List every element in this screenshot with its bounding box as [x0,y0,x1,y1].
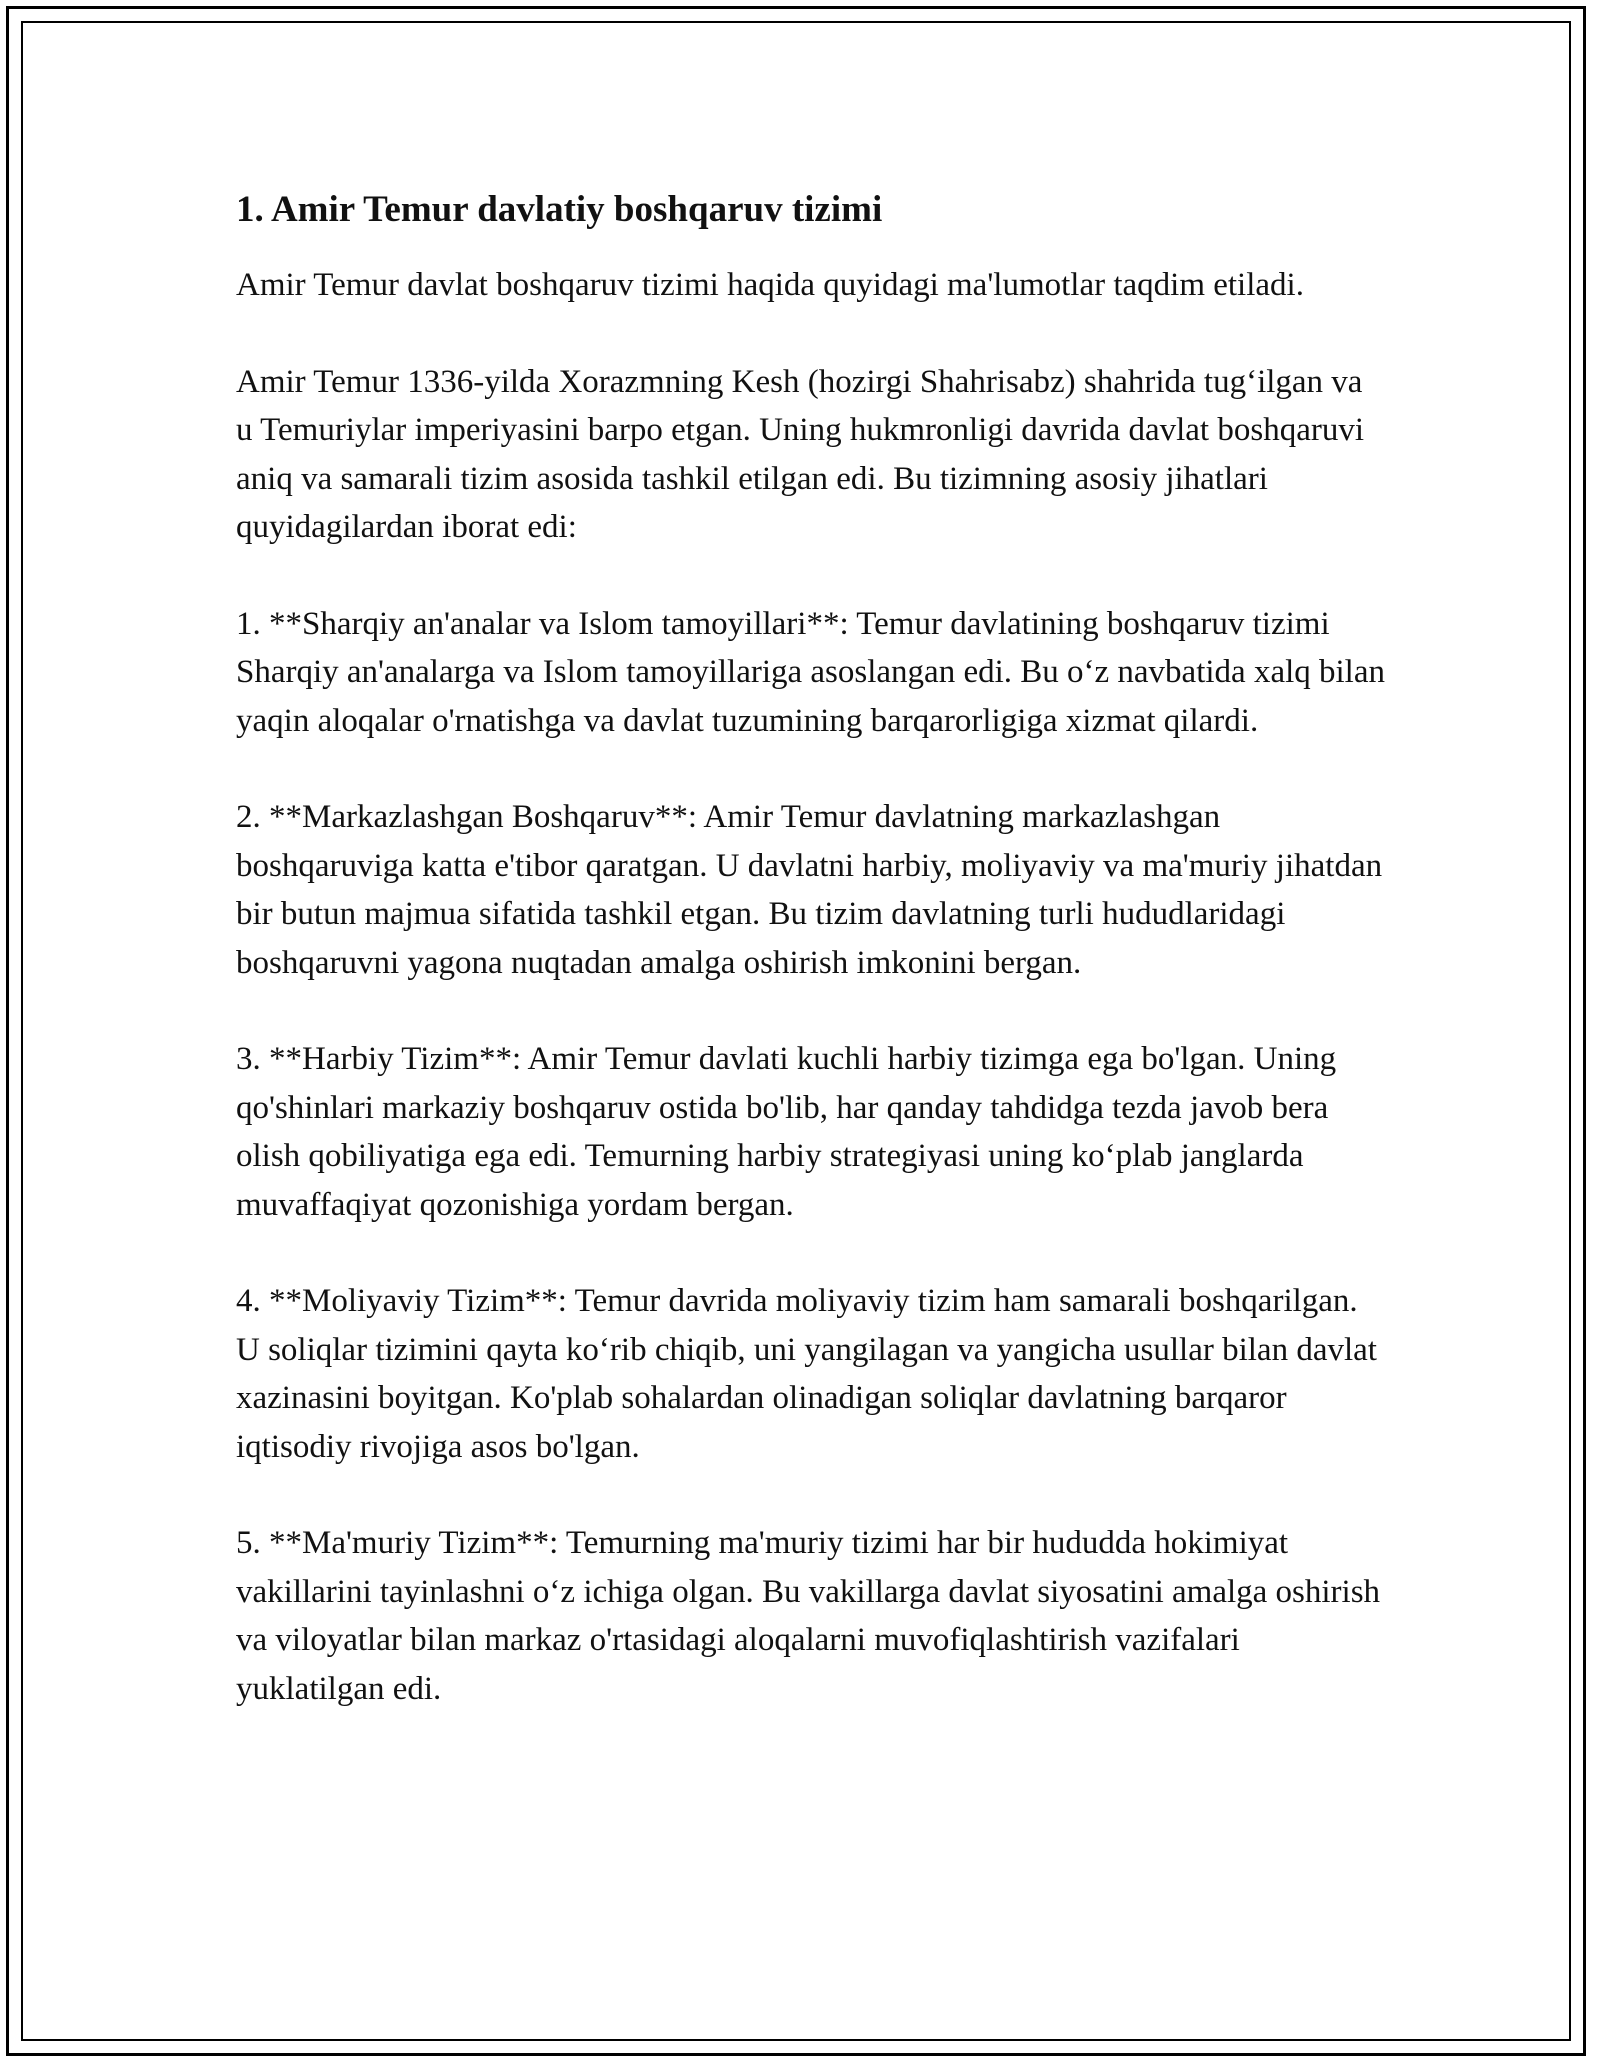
paragraph-point-5: 5. **Ma'muriy Tizim**: Temurning ma'muriy tizimi har bir hududda hokimiyat vakillarini tayinlashni o‘z ichiga olgan. Bu vakillarga davlat siyosatini amalga oshirish va viloyatlar bilan markaz o'rtasidagi aloqalarni muvofiqlashtirish vazifalari yuklatilgan edi. [236,1525,1381,1707]
paragraph-point-3: 3. **Harbiy Tizim**: Amir Temur davlati kuchli harbiy tizimga ega bo'lgan. Uning qo'shinlari markaziy boshqaruv ostida bo'lib, har qanday tahdidga tezda javob bera olish qobiliyatiga ega edi. Temurning harbiy strategiyasi uning ko‘plab janglarda muvaffaqiyat qozonishiga yordam bergan. [236,1041,1337,1223]
section-heading: 1. Amir Temur davlatiy boshqaruv tizimi [236,189,883,230]
paragraph-background: Amir Temur 1336-yilda Xorazmning Kesh (hozirgi Shahrisabz) shahrida tug‘ilgan va u Temuriylar imperiyasini barpo etgan. Uning hukmronligi davrida davlat boshqaruvi aniq va samarali tizim asosida tashkil etilgan edi. Bu tizimning asosiy jihatlari quyidagilardan iborat edi: [236,363,1364,545]
intro-paragraph: Amir Temur davlat boshqaruv tizimi haqida quyidagi ma'lumotlar taqdim etiladi. [236,267,1304,303]
paragraph-point-2: 2. **Markazlashgan Boshqaruv**: Amir Temur davlatning markazlashgan boshqaruviga katta e'tibor qaratgan. U davlatni harbiy, moliyaviy va ma'muriy jihatdan bir butun majmua sifatida tashkil etgan. Bu tizim davlatning turli hududlaridagi boshqaruvni yagona nuqtadan amalga oshirish imkonini bergan. [236,799,1383,981]
document-body [236,185,1386,1761]
paragraph-point-1: 1. **Sharqiy an'analar va Islom tamoyillari**: Temur davlatining boshqaruv tizimi Sharqiy an'analarga va Islom tamoyillariga asoslangan edi. Bu o‘z navbatida xalq bilan yaqin aloqalar o'rnatishga va davlat tuzumining barqarorligiga xizmat qilardi. [236,605,1385,739]
paragraph-point-4: 4. **Moliyaviy Tizim**: Temur davrida moliyaviy tizim ham samarali boshqarilgan. U soliqlar tizimini qayta ko‘rib chiqib, uni yangilagan va yangicha usullar bilan davlat xazinasini boyitgan. Ko'plab sohalardan olinadigan soliqlar davlatning barqaror iqtisodiy rivojiga asos bo'lgan. [236,1283,1377,1465]
